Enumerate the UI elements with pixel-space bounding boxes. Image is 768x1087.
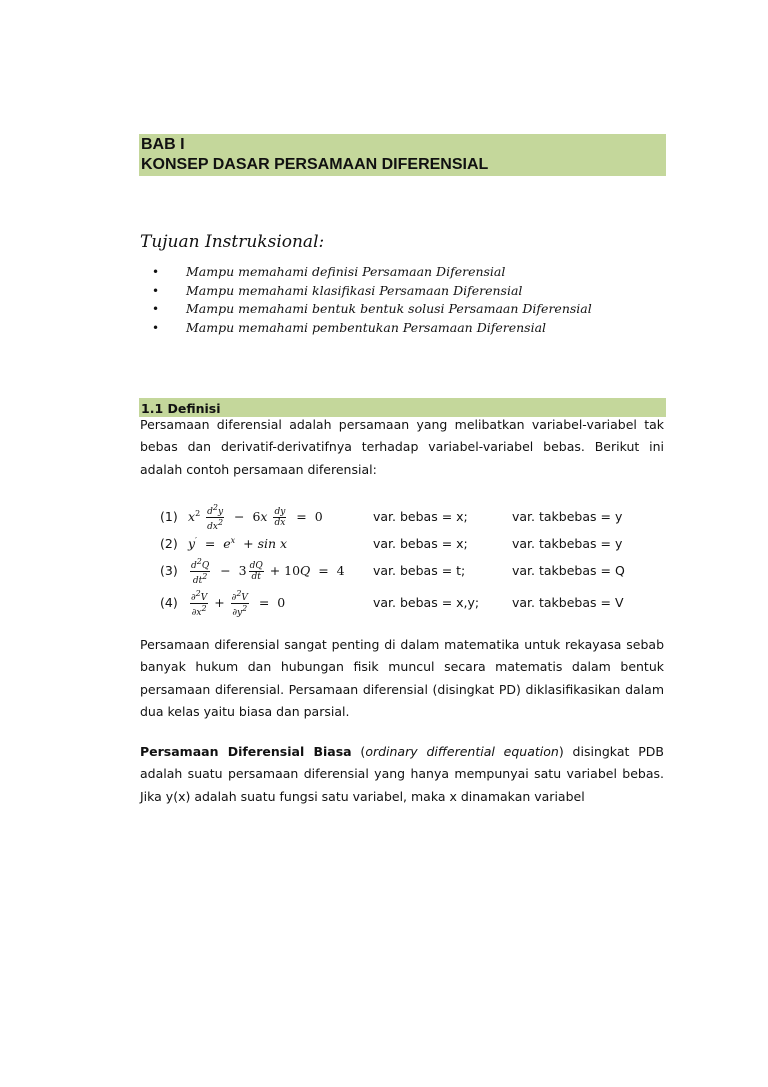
dependent-variable: var. takbebas = Q: [512, 563, 625, 578]
importance-paragraph: Persamaan diferensial sangat penting di dalam matematika untuk rekayasa sebab banyak hukum dan hubungan fisik muncul secara matematis dalam bentuk persamaan diferensial. Persamaan diferensial (disingkat PD) diklasifikasikan dalam dua kelas yaitu biasa dan parsial.: [140, 637, 664, 719]
bullet-icon: •: [152, 302, 160, 316]
intro-paragraph: Persamaan diferensial adalah persamaan yang melibatkan variabel-variabel tak bebas dan derivatif-derivatifnya terhadap variabel-variabel bebas. Berikut ini adalah contoh persamaan diferensial:: [140, 417, 664, 477]
equation-number: (4): [160, 595, 178, 610]
english-term: ordinary differential equation: [365, 744, 559, 759]
equation-number: (2): [160, 536, 178, 551]
equation-formula: $\frac{d^2Q}{dt^2}$ − 3 $\frac{dQ}{dt}$ + 10Q = 4: [191, 557, 345, 586]
independent-variable: var. bebas = x;: [373, 509, 468, 524]
section-title: 1.1 Definisi: [141, 401, 221, 416]
independent-variable: var. bebas = x;: [373, 536, 468, 551]
list-item: • Mampu memahami bentuk bentuk solusi Persamaan Diferensial: [152, 300, 592, 319]
bullet-icon: •: [152, 283, 160, 298]
equation-row-2: [160, 530, 660, 554]
equation-number: (1): [160, 509, 178, 524]
list-item: • Mampu memahami definisi Persamaan Diferensial: [152, 263, 592, 282]
dependent-variable: var. takbebas = V: [512, 595, 624, 610]
pdb-paragraph: Persamaan Diferensial Biasa (ordinary differential equation) disingkat PDB adalah suatu persamaan diferensial yang hanya mempunyai satu variabel bebas. Jika y(x) adalah suatu fungsi satu variabel, maka x dinamakan variabel: [140, 744, 664, 804]
equation-formula: $x^2$ $\frac{d^2y}{dx^2}$ − 6x $\frac{dy}{dx}$ = 0: [188, 503, 323, 532]
equation-formula: $\frac{\partial^2V}{\partial x^2}$ + $\frac{\partial^2V}{\partial y^2}$ = 0: [191, 589, 286, 618]
independent-variable: var. bebas = x,y;: [373, 595, 480, 610]
equation-row-1: [160, 503, 660, 532]
list-item: • Mampu memahami pembentukan Persamaan Diferensial: [152, 319, 592, 338]
term-bold: Persamaan Diferensial Biasa: [140, 744, 352, 759]
dependent-variable: var. takbebas = y: [512, 509, 623, 524]
chapter-title: KONSEP DASAR PERSAMAAN DIFERENSIAL: [141, 156, 489, 173]
equation-number: (3): [160, 563, 178, 578]
bullet-icon: •: [152, 320, 160, 335]
objectives-title: Tujuan Instruksional:: [140, 232, 325, 252]
chapter-heading: [139, 134, 666, 176]
equation-formula: $y' = e^x + \sin x$: [188, 536, 288, 552]
equation-row-3: [160, 557, 660, 586]
chapter-number: BAB I: [141, 136, 185, 153]
list-item: • Mampu memahami klasifikasi Persamaan Diferensial: [152, 282, 592, 301]
objectives-list: [152, 263, 592, 337]
independent-variable: var. bebas = t;: [373, 563, 466, 578]
bullet-icon: •: [152, 265, 160, 279]
equation-row-4: [160, 589, 660, 618]
dependent-variable: var. takbebas = y: [512, 536, 623, 551]
